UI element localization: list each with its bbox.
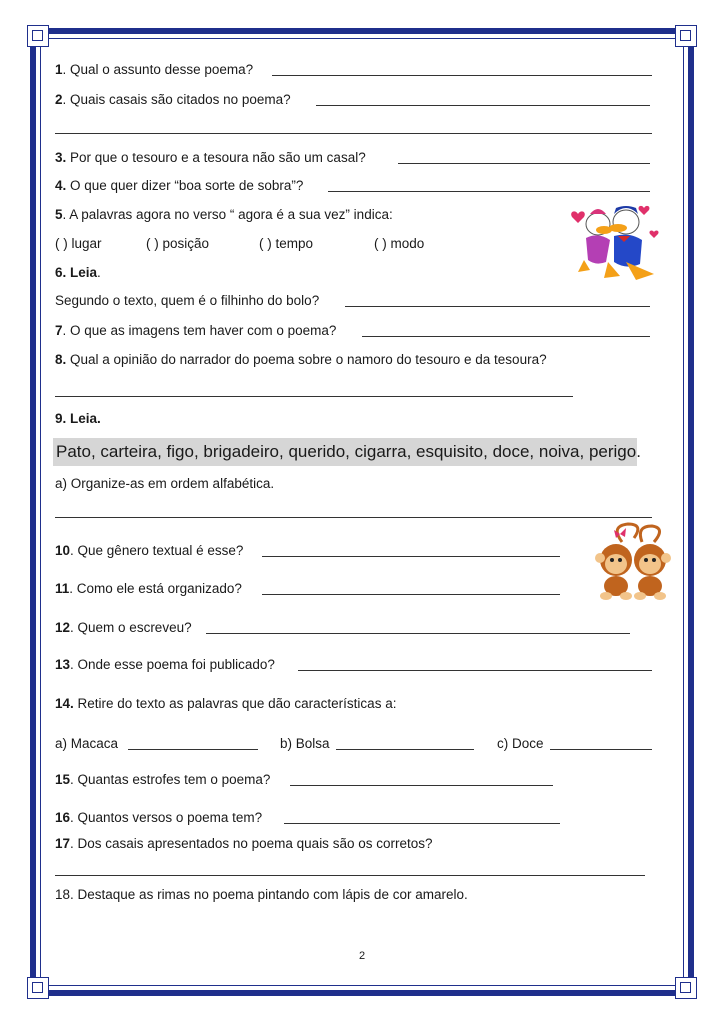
answer-line-10[interactable] (262, 556, 560, 557)
item-macaca: a) Macaca (55, 736, 119, 751)
answer-line-2[interactable] (316, 105, 650, 106)
monkey-couple-clipart-icon (592, 520, 674, 602)
corner-ornament-icon (27, 977, 49, 999)
question-8: 8. Qual a opinião do narrador do poema sobre o namoro do tesouro e da tesoura? (55, 352, 547, 367)
question-13: 13. Onde esse poema foi publicado? (55, 657, 275, 672)
question-3: 3. Por que o tesouro e a tesoura não são um casal? (55, 150, 366, 165)
answer-line-12[interactable] (206, 633, 630, 634)
answer-line-8[interactable] (55, 396, 573, 397)
question-17: 17. Dos casais apresentados no poema quais são os corretos? (55, 836, 433, 851)
answer-line-14a[interactable] (128, 749, 258, 750)
answer-line-1[interactable] (272, 75, 652, 76)
question-2: 2. Quais casais são citados no poema? (55, 92, 291, 107)
answer-line-2b[interactable] (55, 133, 652, 134)
answer-line-11[interactable] (262, 594, 560, 595)
item-doce: c) Doce (497, 736, 544, 751)
question-6-sub: Segundo o texto, quem é o filhinho do bolo? (55, 293, 320, 308)
option-modo[interactable]: ( ) modo (374, 236, 425, 251)
question-16: 16. Quantos versos o poema tem? (55, 810, 263, 825)
corner-ornament-icon (675, 977, 697, 999)
corner-ornament-icon (675, 25, 697, 47)
answer-line-16[interactable] (284, 823, 560, 824)
corner-ornament-icon (27, 25, 49, 47)
question-11: 11. Como ele está organizado? (55, 581, 242, 596)
question-14: 14. Retire do texto as palavras que dão características a: (55, 696, 397, 711)
answer-line-4[interactable] (328, 191, 650, 192)
item-bolsa: b) Bolsa (280, 736, 330, 751)
answer-line-14c[interactable] (550, 749, 652, 750)
word-list-highlight: Pato, carteira, figo, brigadeiro, querido, cigarra, esquisito, doce, noiva, perigo. (53, 438, 637, 466)
question-12: 12. Quem o escreveu? (55, 620, 192, 635)
daisy-donald-duck-clipart-icon (568, 200, 664, 286)
question-9-a: a) Organize-as em ordem alfabética. (55, 476, 275, 491)
question-1: 1. Qual o assunto desse poema? (55, 62, 254, 77)
answer-line-17[interactable] (55, 875, 645, 876)
option-tempo[interactable]: ( ) tempo (259, 236, 314, 251)
answer-line-6[interactable] (345, 306, 650, 307)
question-4: 4. O que quer dizer “boa sorte de sobra”? (55, 178, 304, 193)
answer-line-14b[interactable] (336, 749, 474, 750)
question-9: 9. Leia. (55, 411, 101, 426)
option-posicao[interactable]: ( ) posição (146, 236, 210, 251)
answer-line-13[interactable] (298, 670, 652, 671)
answer-line-9[interactable] (55, 517, 652, 518)
page-number: 2 (358, 950, 366, 962)
answer-line-15[interactable] (290, 785, 553, 786)
question-15: 15. Quantas estrofes tem o poema? (55, 772, 271, 787)
question-6: 6. Leia. (55, 265, 101, 280)
question-7: 7. O que as imagens tem haver com o poema? (55, 323, 337, 338)
question-18: 18. Destaque as rimas no poema pintando com lápis de cor amarelo. (55, 887, 468, 902)
question-5: 5. A palavras agora no verso “ agora é a sua vez” indica: (55, 207, 393, 222)
answer-line-7[interactable] (362, 336, 650, 337)
option-lugar[interactable]: ( ) lugar (55, 236, 102, 251)
question-10: 10. Que gênero textual é esse? (55, 543, 244, 558)
answer-line-3[interactable] (398, 163, 650, 164)
